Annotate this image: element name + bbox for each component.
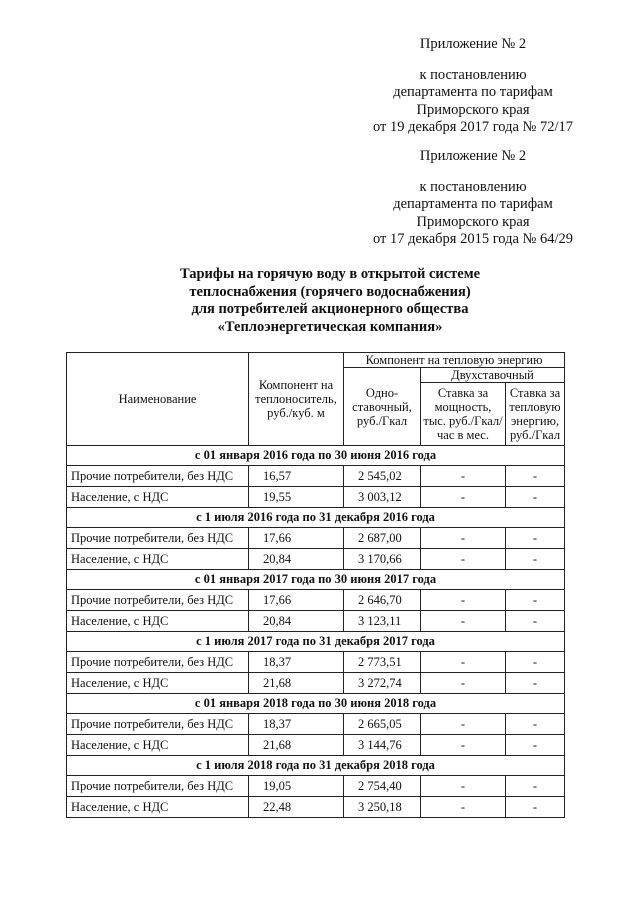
table-row	[67, 776, 565, 797]
cell-name: Население, с НДС	[67, 487, 249, 508]
cell-capacity-rate: -	[421, 714, 506, 735]
cell-carrier: 17,66	[249, 528, 344, 549]
cell-capacity-rate: -	[421, 466, 506, 487]
cell-energy-rate: -	[506, 714, 565, 735]
cell-capacity-rate: -	[421, 528, 506, 549]
cell-carrier: 20,84	[249, 549, 344, 570]
header-energy-rate: Ставка за тепловую энергию, руб./Гкал	[506, 383, 565, 446]
attachment-line: департамента по тарифам	[393, 196, 553, 212]
attachment-heading: Приложение № 2	[419, 148, 527, 164]
header-capacity-rate: Ставка за мощность, тыс. руб./Гкал/час в мес.	[421, 383, 506, 446]
period-row	[67, 570, 565, 590]
cell-capacity-rate: -	[421, 776, 506, 797]
cell-single-rate: 3 144,76	[344, 735, 421, 756]
period-label: с 01 января 2016 года по 30 июня 2016 года	[67, 446, 565, 466]
period-label: с 01 января 2017 года по 30 июня 2017 года	[67, 570, 565, 590]
cell-carrier: 18,37	[249, 714, 344, 735]
title-line: для потребителей акционерного общества	[191, 301, 469, 317]
cell-single-rate: 2 773,51	[344, 652, 421, 673]
table-row	[67, 611, 565, 632]
cell-single-rate: 3 250,18	[344, 797, 421, 818]
cell-energy-rate: -	[506, 528, 565, 549]
cell-name: Прочие потребители, без НДС	[67, 528, 249, 549]
cell-name: Прочие потребители, без НДС	[67, 714, 249, 735]
cell-single-rate: 3 170,66	[344, 549, 421, 570]
period-label: с 1 июля 2018 года по 31 декабря 2018 года	[67, 756, 565, 776]
attachment-line: Приморского края	[416, 213, 530, 230]
cell-capacity-rate: -	[421, 590, 506, 611]
table-row	[67, 549, 565, 570]
cell-single-rate: 3 003,12	[344, 487, 421, 508]
cell-energy-rate: -	[506, 611, 565, 632]
cell-carrier: 16,57	[249, 466, 344, 487]
cell-carrier: 17,66	[249, 590, 344, 611]
cell-carrier: 20,84	[249, 611, 344, 632]
attachment-line: от 19 декабря 2017 года № 72/17	[372, 119, 574, 135]
cell-carrier: 18,37	[249, 652, 344, 673]
table-row	[67, 714, 565, 735]
attachment-line: к постановлению	[419, 66, 527, 83]
cell-name: Население, с НДС	[67, 735, 249, 756]
cell-capacity-rate: -	[421, 735, 506, 756]
cell-capacity-rate: -	[421, 652, 506, 673]
cell-single-rate: 2 545,02	[344, 466, 421, 487]
cell-energy-rate: -	[506, 487, 565, 508]
header-single-rate: Одно-ставочный, руб./Гкал	[344, 368, 421, 446]
title-line: теплоснабжения (горячего водоснабжения)	[189, 283, 471, 300]
period-row	[67, 446, 565, 466]
cell-energy-rate: -	[506, 549, 565, 570]
cell-name: Население, с НДС	[67, 797, 249, 818]
cell-name: Население, с НДС	[67, 549, 249, 570]
header-carrier: Компонент на теплоноситель, руб./куб. м	[249, 353, 344, 446]
table-row	[67, 528, 565, 549]
cell-carrier: 22,48	[249, 797, 344, 818]
cell-capacity-rate: -	[421, 487, 506, 508]
table-row	[67, 590, 565, 611]
tariff-table-body	[67, 446, 565, 818]
cell-energy-rate: -	[506, 652, 565, 673]
header-name: Наименование	[67, 353, 249, 446]
attachment-line: Приморского края	[416, 101, 530, 118]
cell-carrier: 19,55	[249, 487, 344, 508]
cell-capacity-rate: -	[421, 673, 506, 694]
cell-capacity-rate: -	[421, 797, 506, 818]
cell-carrier: 19,05	[249, 776, 344, 797]
period-row	[67, 508, 565, 528]
table-row	[67, 797, 565, 818]
table-row	[67, 652, 565, 673]
cell-single-rate: 2 754,40	[344, 776, 421, 797]
cell-energy-rate: -	[506, 590, 565, 611]
attachment-line: департамента по тарифам	[393, 84, 553, 100]
cell-name: Прочие потребители, без НДС	[67, 776, 249, 797]
cell-carrier: 21,68	[249, 673, 344, 694]
table-row	[67, 673, 565, 694]
period-label: с 1 июля 2017 года по 31 декабря 2017 года	[67, 632, 565, 652]
header-two-rate: Двухставочный	[421, 368, 565, 383]
cell-energy-rate: -	[506, 466, 565, 487]
cell-name: Население, с НДС	[67, 611, 249, 632]
document-title	[60, 266, 600, 336]
cell-name: Прочие потребители, без НДС	[67, 590, 249, 611]
attachment-heading: Приложение № 2	[419, 36, 527, 52]
period-row	[67, 694, 565, 714]
cell-energy-rate: -	[506, 776, 565, 797]
cell-name: Прочие потребители, без НДС	[67, 652, 249, 673]
title-line: «Теплоэнергетическая компания»	[217, 318, 443, 335]
cell-capacity-rate: -	[421, 549, 506, 570]
cell-single-rate: 3 272,74	[344, 673, 421, 694]
cell-carrier: 21,68	[249, 735, 344, 756]
attachment-previous	[358, 148, 588, 249]
tariff-table	[66, 352, 565, 818]
cell-single-rate: 2 687,00	[344, 528, 421, 549]
table-row	[67, 466, 565, 487]
cell-single-rate: 2 646,70	[344, 590, 421, 611]
header-heat-group: Компонент на тепловую энергию	[344, 353, 565, 368]
attachment-current	[358, 36, 588, 137]
attachment-line: к постановлению	[419, 178, 527, 195]
cell-name: Население, с НДС	[67, 673, 249, 694]
period-label: с 01 января 2018 года по 30 июня 2018 года	[67, 694, 565, 714]
cell-single-rate: 2 665,05	[344, 714, 421, 735]
cell-name: Прочие потребители, без НДС	[67, 466, 249, 487]
attachment-line: от 17 декабря 2015 года № 64/29	[372, 231, 574, 247]
period-label: с 1 июля 2016 года по 31 декабря 2016 года	[67, 508, 565, 528]
period-row	[67, 756, 565, 776]
title-line: Тарифы на горячую воду в открытой системе	[179, 266, 481, 282]
table-row	[67, 487, 565, 508]
cell-energy-rate: -	[506, 673, 565, 694]
tariff-table-wrapper	[66, 352, 564, 818]
table-row	[67, 735, 565, 756]
cell-energy-rate: -	[506, 797, 565, 818]
cell-energy-rate: -	[506, 735, 565, 756]
cell-single-rate: 3 123,11	[344, 611, 421, 632]
cell-capacity-rate: -	[421, 611, 506, 632]
period-row	[67, 632, 565, 652]
